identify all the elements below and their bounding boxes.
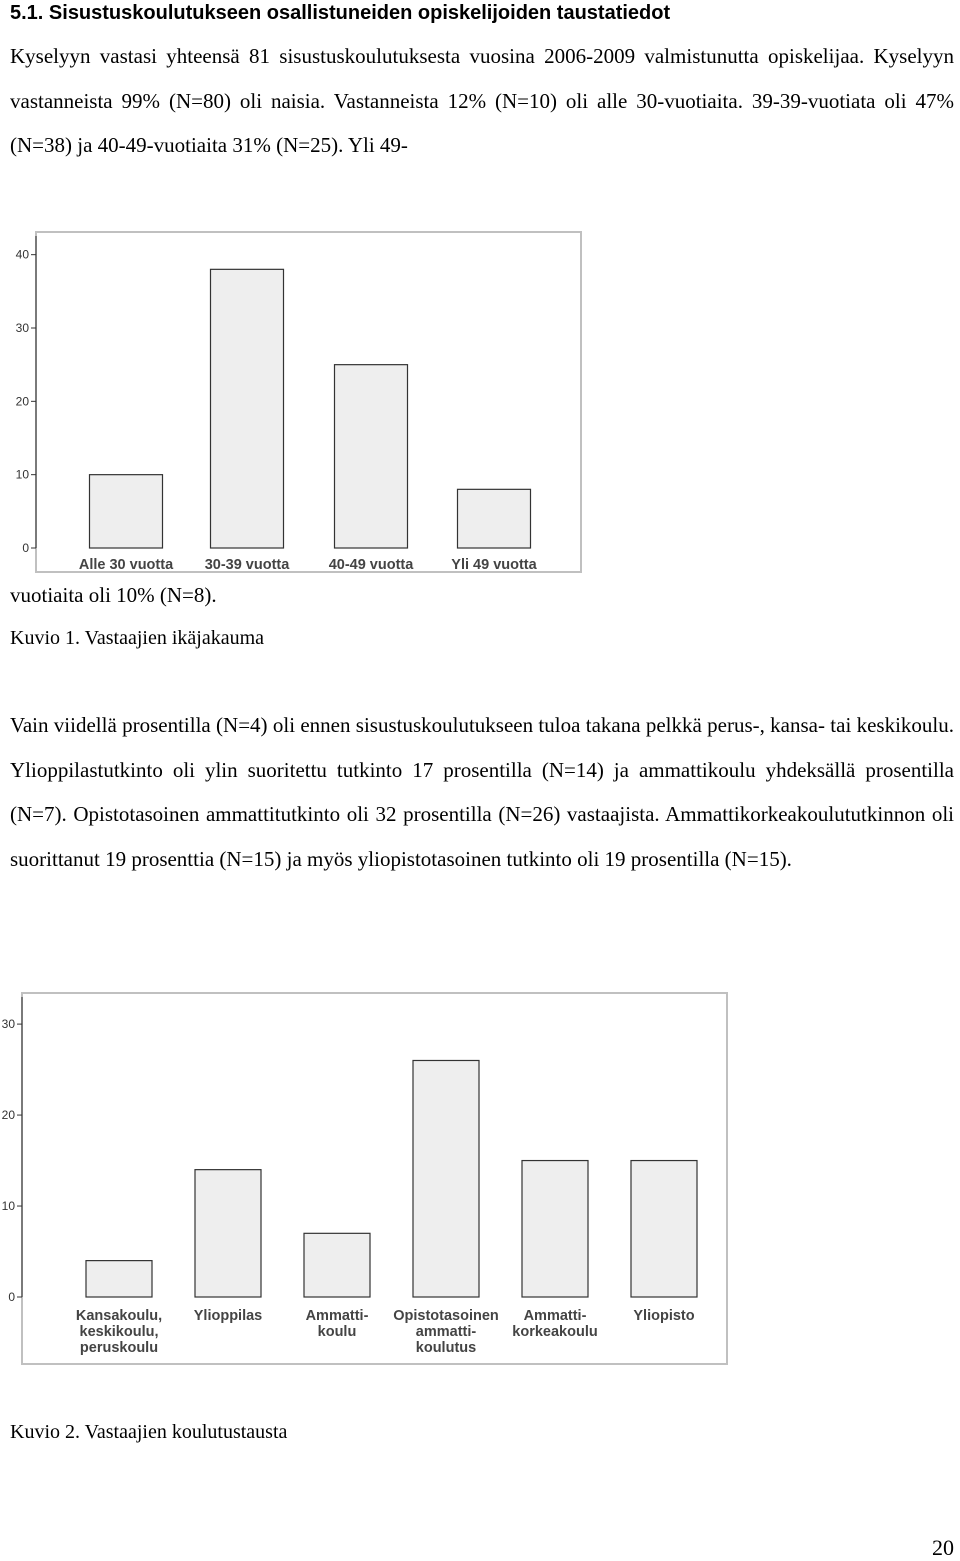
bar: [458, 489, 531, 548]
paragraph-2: Vain viidellä prosentilla (N=4) oli ennen sisustuskoulutukseen tuloa takana pelkkä perus-, kansa- tai keskikoulu. Ylioppilastutkinto oli ylin suoritettu tutkinto 17 prosentilla (N=14) ja ammattikoulu yhdeksällä prosentilla (N=7). Opistotasoinen ammattitutkinto oli 32 prosentilla (N=26) vastaajista. Ammattikorkeakoulututkinnon oli suorittanut 19 prosenttia (N=15) ja myös yliopistotasoinen tutkinto oli 19 prosentilla (N=15).: [10, 713, 954, 871]
category-label: Ammatti-korkeakoulu: [512, 1308, 598, 1340]
y-tick-label: 10: [1, 1199, 15, 1214]
age-distribution-chart: [0, 220, 600, 580]
category-label: Ammatti-koulu: [305, 1308, 369, 1340]
y-tick-label: 0: [22, 541, 29, 555]
education-background-chart: [0, 960, 740, 1380]
y-tick-label: 30: [15, 321, 29, 335]
category-label: Ylioppilas: [193, 1308, 263, 1324]
category-label: Yli 49 vuotta: [451, 557, 537, 573]
y-tick-label: 20: [1, 1108, 15, 1123]
page-number: 20: [932, 1535, 954, 1560]
category-label: Kansakoulu, keskikoulu, peruskoulu: [75, 1308, 163, 1356]
y-tick-label: 20: [15, 394, 29, 409]
figure-2-caption: Kuvio 2. Vastaajien koulutustausta: [10, 1421, 288, 1443]
section-heading: 5.1. Sisustuskoulutukseen osallistuneiden opiskelijoiden taustatiedot: [10, 2, 671, 24]
category-label: Opistotasoinen ammatti-koulutus: [393, 1308, 499, 1356]
category-label: 30-39 vuotta: [204, 557, 290, 573]
bar: [335, 365, 408, 548]
bar: [195, 1170, 261, 1297]
y-tick-label: 40: [15, 247, 29, 262]
y-tick-label: 10: [15, 467, 29, 482]
bar: [522, 1161, 588, 1297]
y-tick-label: 30: [1, 1017, 15, 1032]
bar: [211, 269, 284, 548]
bar: [304, 1233, 370, 1297]
figure-1-caption: Kuvio 1. Vastaajien ikäjakauma: [10, 627, 265, 649]
paragraph-1-end: vuotiaita oli 10% (N=8).: [10, 583, 217, 607]
category-label: 40-49 vuotta: [328, 557, 414, 573]
bar: [86, 1261, 152, 1297]
y-tick-label: 0: [8, 1290, 15, 1304]
bar: [413, 1060, 479, 1297]
bar: [631, 1161, 697, 1297]
category-label: Yliopisto: [633, 1308, 695, 1324]
category-label: Alle 30 vuotta: [78, 557, 174, 573]
bar: [90, 475, 163, 548]
paragraph-1: Kyselyyn vastasi yhteensä 81 sisustuskoulutuksesta vuosina 2006-2009 valmistunutta opiskelijaa. Kyselyyn vastanneista 99% (N=80) oli naisia. Vastanneista 12% (N=10) oli alle 30-vuotiaita. 39-39-vuotiata oli 47% (N=38) ja 40-49-vuotiaita 31% (N=25). Yli 49-: [10, 44, 954, 157]
